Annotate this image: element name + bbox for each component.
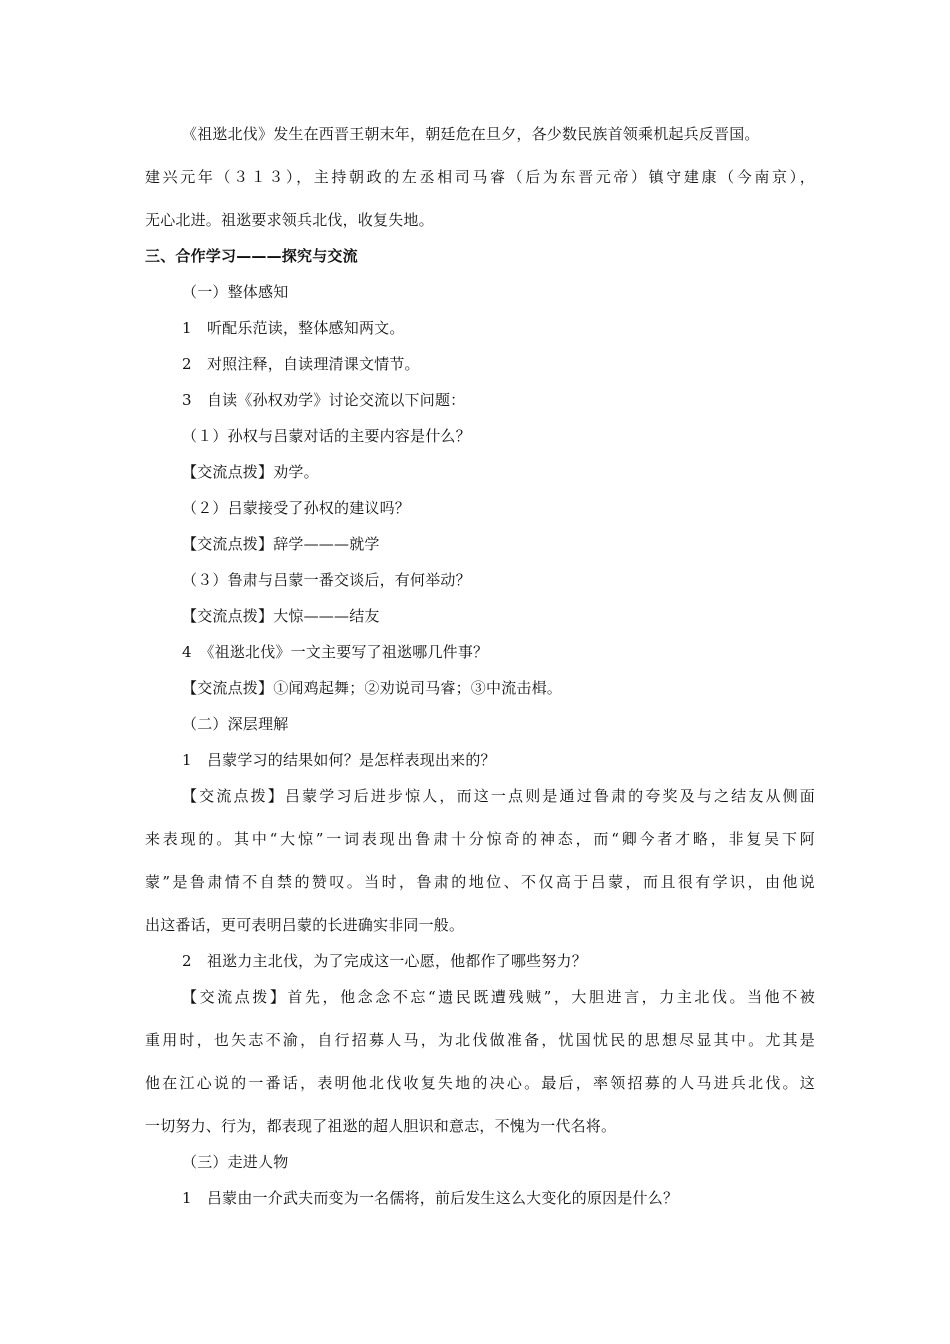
question-2: （２）吕蒙接受了孙权的建议吗？ [182, 499, 411, 517]
deep-answer-2-line-1: 【交流点拨】首先，他念念不忘“遗民既遭残贼”，大胆进言，力主北伐。当他不被 [182, 988, 815, 1006]
intro-paragraph-line-3: 无心北进。祖逖要求领兵北伐，收复失地。 [145, 211, 434, 229]
subsection-heading-2: （二）深层理解 [182, 715, 289, 733]
deep-answer-1-line-3: 蒙”是鲁肃情不自禁的赞叹。当时，鲁肃的地位、不仅高于吕蒙，而且很有学识，由他说 [145, 873, 815, 891]
intro-paragraph-line-2: 建兴元年（３１３），主持朝政的左丞相司马睿（后为东晋元帝）镇守建康（今南京）， [145, 168, 815, 186]
intro-paragraph-line-1: 《祖逖北伐》发生在西晋王朝末年，朝廷危在旦夕，各少数民族首领乘机起兵反晋国。 [182, 125, 760, 143]
subsection-heading-1: （一）整体感知 [182, 283, 289, 301]
deep-answer-2-line-4: 一切努力、行为，都表现了祖逖的超人胆识和意志，不愧为一代名将。 [145, 1117, 617, 1135]
list-item-3: 3 自读《孙权劝学》讨论交流以下问题： [182, 391, 466, 409]
answer-1: 【交流点拨】劝学。 [182, 463, 319, 481]
deep-answer-1-line-2: 来表现的。其中“大惊”一词表现出鲁肃十分惊奇的神态，而“卿今者才略，非复吴下阿 [145, 830, 815, 848]
list-item-1: 1 听配乐范读，整体感知两文。 [182, 319, 405, 337]
character-question-1: 1 吕蒙由一介武夫而变为一名儒将，前后发生这么大变化的原因是什么？ [182, 1189, 679, 1207]
subsection-heading-3: （三）走进人物 [182, 1153, 289, 1171]
list-item-2: 2 对照注释，自读理清课文情节。 [182, 355, 420, 373]
deep-answer-2-line-3: 他在江心说的一番话，表明他北伐收复失地的决心。最后，率领招募的人马进兵北伐。这 [145, 1074, 815, 1092]
question-1: （１）孙权与吕蒙对话的主要内容是什么？ [182, 427, 471, 445]
answer-4: 【交流点拨】①闻鸡起舞；②劝说司马睿；③中流击楫。 [182, 679, 563, 697]
deep-answer-1-line-1: 【交流点拨】吕蒙学习后进步惊人，而这一点则是通过鲁肃的夸奖及与之结友从侧面 [182, 787, 815, 805]
list-item-4: 4 《祖逖北伐》一文主要写了祖逖哪几件事？ [182, 643, 489, 661]
deep-question-2: 2 祖逖力主北伐，为了完成这一心愿，他都作了哪些努力？ [182, 952, 587, 970]
answer-3: 【交流点拨】大惊———结友 [182, 607, 380, 625]
deep-answer-1-line-4: 出这番话，更可表明吕蒙的长进确实非同一般。 [145, 916, 465, 934]
answer-2: 【交流点拨】辞学———就学 [182, 535, 380, 553]
question-3: （３）鲁肃与吕蒙一番交谈后，有何举动？ [182, 571, 471, 589]
deep-answer-2-line-2: 重用时，也矢志不渝，自行招募人马，为北伐做准备，忧国忧民的思想尽显其中。尤其是 [145, 1031, 815, 1049]
deep-question-1: 1 吕蒙学习的结果如何？是怎样表现出来的？ [182, 751, 496, 769]
section-heading-3: 三、合作学习———探究与交流 [145, 247, 358, 265]
